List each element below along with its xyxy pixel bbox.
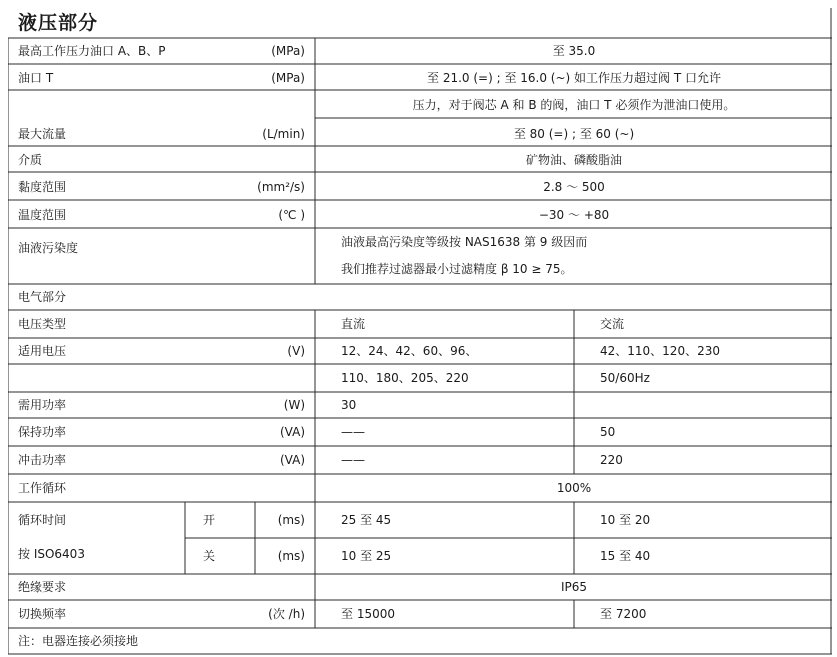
max-pressure-unit: (MPa) — [271, 44, 305, 58]
voltage-dc-line2: 110、180、205、220 — [341, 371, 469, 385]
cycle-time-standard: 按 ISO6403 — [18, 547, 85, 561]
power-required-dc: 30 — [341, 398, 357, 412]
inrush-power-dc: —— — [341, 453, 365, 467]
voltage-unit: (V) — [287, 344, 305, 358]
port-t-label: 油口 T — [18, 71, 54, 85]
viscosity-unit: (mm²/s) — [257, 180, 305, 194]
viscosity-value: 2.8 ～ 500 — [543, 180, 605, 194]
temperature-label: 温度范围 — [18, 208, 67, 222]
inrush-power-unit: (VA) — [279, 453, 305, 467]
port-t-unit: (MPa) — [271, 71, 305, 85]
holding-power-unit: (VA) — [279, 425, 305, 439]
grounding-note: 注：电器连接必须接地 — [18, 634, 139, 648]
voltage-ac-line1: 42、110、120、230 — [600, 344, 720, 358]
cycle-time-on-dc: 25 至 45 — [341, 513, 392, 527]
temperature-unit: (℃ ) — [278, 208, 305, 222]
holding-power-dc: —— — [341, 425, 365, 439]
voltage-type-ac: 交流 — [600, 317, 625, 331]
cycle-time-on-ac: 10 至 20 — [600, 513, 651, 527]
section-title-electrical: 电气部分 — [18, 290, 67, 304]
holding-power-label: 保持功率 — [18, 425, 67, 439]
switching-freq-unit: (次 /h) — [268, 607, 305, 621]
inrush-power-ac: 220 — [600, 453, 623, 467]
inrush-power-label: 冲击功率 — [18, 453, 67, 467]
max-flow-label: 最大流量 — [18, 127, 67, 141]
medium-value: 矿物油、磷酸脂油 — [525, 153, 623, 167]
switching-freq-dc: 至 15000 — [341, 607, 395, 621]
voltage-type-label: 电压类型 — [18, 317, 67, 331]
voltage-ac-line2: 50/60Hz — [600, 371, 650, 385]
contamination-value-line1: 油液最高污染度等级按 NAS1638 第 9 级因而 — [341, 235, 588, 249]
temperature-value: −30 ～ +80 — [538, 208, 610, 222]
cycle-time-off-dc: 10 至 25 — [341, 549, 392, 563]
spec-sheet — [8, 8, 832, 656]
max-pressure-label: 最高工作压力油口 A、B、P — [18, 44, 166, 58]
duty-cycle-value: 100% — [556, 481, 592, 495]
cycle-time-on-label: 开 — [203, 513, 216, 527]
medium-label: 介质 — [18, 153, 43, 167]
holding-power-ac: 50 — [600, 425, 616, 439]
voltage-label: 适用电压 — [18, 344, 67, 358]
cycle-time-off-label: 关 — [203, 549, 216, 563]
cycle-time-off-ac: 15 至 40 — [600, 549, 651, 563]
max-flow-value: 至 80 (=) ; 至 60 (~) — [513, 127, 635, 141]
insulation-label: 绝缘要求 — [18, 580, 67, 594]
contamination-value-line2: 我们推荐过滤器最小过滤精度 β 10 ≥ 75。 — [341, 262, 573, 276]
insulation-value: IP65 — [560, 580, 588, 594]
duty-cycle-label: 工作循环 — [18, 481, 67, 495]
power-required-label: 需用功率 — [18, 398, 67, 412]
port-t-value-line1: 至 21.0 (=) ; 至 16.0 (~) 如工作压力超过阀 T 口允许 — [427, 71, 721, 85]
cycle-time-on-unit: (ms) — [277, 513, 305, 527]
power-required-unit: (W) — [283, 398, 305, 412]
section-title-hydraulic: 液压部分 — [18, 12, 99, 34]
voltage-type-dc: 直流 — [341, 317, 366, 331]
max-flow-unit: (L/min) — [262, 127, 305, 141]
switching-freq-ac: 至 7200 — [600, 607, 647, 621]
port-t-value-line2: 压力，对于阀芯 A 和 B 的阀，油口 T 必须作为泄油口使用。 — [412, 98, 736, 112]
cycle-time-label: 循环时间 — [18, 513, 67, 527]
switching-freq-label: 切换频率 — [18, 607, 67, 621]
max-pressure-value: 至 35.0 — [552, 44, 596, 58]
viscosity-label: 黏度范围 — [18, 180, 67, 194]
cycle-time-off-unit: (ms) — [277, 549, 305, 563]
voltage-dc-line1: 12、24、42、60、96、 — [341, 344, 478, 358]
contamination-label: 油液污染度 — [18, 241, 79, 255]
